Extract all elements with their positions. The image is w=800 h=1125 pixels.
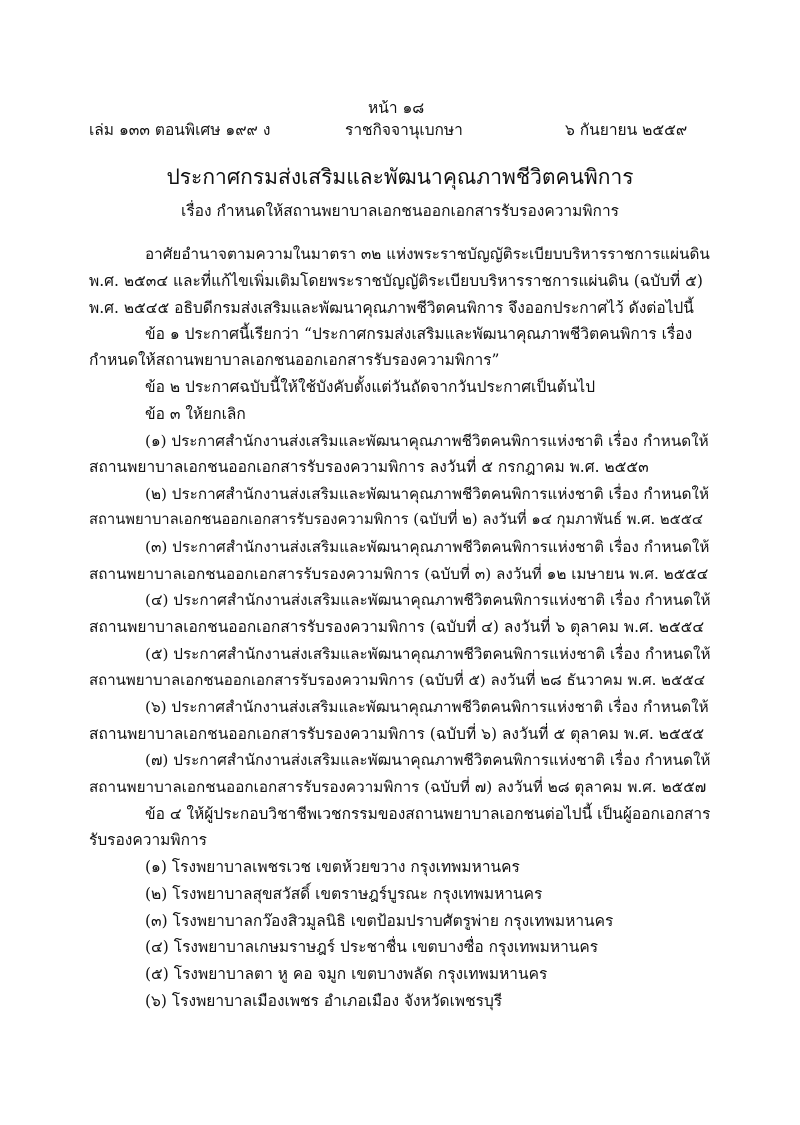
- hospital-item: (๔) โรงพยาบาลเกษมราษฎร์ ประชาชื่น เขตบางซื่อ กรุงเทพมหานคร: [145, 938, 599, 956]
- repealed-item-line: สถานพยาบาลเอกชนออกเอกสารรับรองความพิการ (ฉบับที่ ๖) ลงวันที่ ๕ ตุลาคม พ.ศ. ๒๕๕๕: [89, 725, 705, 743]
- repealed-item-line: (๒) ประกาศสำนักงานส่งเสริมและพัฒนาคุณภาพชีวิตคนพิการแห่งชาติ เรื่อง กำหนดให้: [145, 485, 710, 503]
- repealed-item-line: สถานพยาบาลเอกชนออกเอกสารรับรองความพิการ (ฉบับที่ ๓) ลงวันที่ ๑๒ เมษายน พ.ศ. ๒๕๕๔: [89, 565, 709, 583]
- hospital-item: (๒) โรงพยาบาลสุขสวัสดิ์ เขตราษฎร์บูรณะ กรุงเทพมหานคร: [145, 885, 543, 903]
- repealed-item-line: (๓) ประกาศสำนักงานส่งเสริมและพัฒนาคุณภาพชีวิตคนพิการแห่งชาติ เรื่อง กำหนดให้: [145, 538, 710, 556]
- announcement-title: ประกาศกรมส่งเสริมและพัฒนาคุณภาพชีวิตคนพิการ: [166, 165, 634, 189]
- repealed-item-line: สถานพยาบาลเอกชนออกเอกสารรับรองความพิการ ลงวันที่ ๕ กรกฎาคม พ.ศ. ๒๕๕๓: [89, 458, 649, 476]
- hospital-item: (๓) โรงพยาบาลกว๊องสิวมูลนิธิ เขตป้อมปราบศัตรูพ่าย กรุงเทพมหานคร: [145, 912, 614, 930]
- repealed-item-line: สถานพยาบาลเอกชนออกเอกสารรับรองความพิการ (ฉบับที่ ๗) ลงวันที่ ๒๘ ตุลาคม พ.ศ. ๒๕๕๗: [89, 778, 707, 796]
- clause-1-line: ข้อ ๑ ประกาศนี้เรียกว่า “ประกาศกรมส่งเสริมและพัฒนาคุณภาพชีวิตคนพิการ เรื่อง: [145, 325, 693, 343]
- repealed-item-line: (๗) ประกาศสำนักงานส่งเสริมและพัฒนาคุณภาพชีวิตคนพิการแห่งชาติ เรื่อง กำหนดให้: [145, 751, 711, 769]
- preamble-line: พ.ศ. ๒๕๔๕ อธิบดีกรมส่งเสริมและพัฒนาคุณภาพชีวิตคนพิการ จึงออกประกาศไว้ ดังต่อไปนี้: [89, 299, 694, 317]
- preamble-line: พ.ศ. ๒๕๓๔ และที่แก้ไขเพิ่มเติมโดยพระราชบัญญัติระเบียบบริหารราชการแผ่นดิน (ฉบับที่ ๕): [89, 272, 703, 290]
- publication-date: ๖ กันยายน ๒๕๕๙: [565, 121, 688, 139]
- clause-1-line: กำหนดให้สถานพยาบาลเอกชนออกเอกสารรับรองความพิการ”: [89, 351, 500, 369]
- repealed-item-line: (๔) ประกาศสำนักงานส่งเสริมและพัฒนาคุณภาพชีวิตคนพิการแห่งชาติ เรื่อง กำหนดให้: [145, 591, 711, 609]
- hospital-item: (๕) โรงพยาบาลตา หู คอ จมูก เขตบางพลัด กรุงเทพมหานคร: [145, 965, 548, 983]
- clause-4-line: ข้อ ๔ ให้ผู้ประกอบวิชาชีพเวชกรรมของสถานพยาบาลเอกชนต่อไปนี้ เป็นผู้ออกเอกสาร: [145, 805, 711, 823]
- clause-3: ข้อ ๓ ให้ยกเลิก: [145, 405, 246, 423]
- page-number: หน้า ๑๘: [368, 99, 425, 117]
- hospital-item: (๑) โรงพยาบาลเพชรเวช เขตห้วยขวาง กรุงเทพมหานคร: [145, 858, 520, 876]
- volume-issue: เล่ม ๑๓๓ ตอนพิเศษ ๑๙๙ ง: [89, 121, 271, 139]
- clause-4-line: รับรองความพิการ: [89, 831, 207, 849]
- preamble-line: อาศัยอำนาจตามความในมาตรา ๓๒ แห่งพระราชบัญญัติระเบียบบริหารราชการแผ่นดิน: [145, 245, 710, 263]
- repealed-item-line: สถานพยาบาลเอกชนออกเอกสารรับรองความพิการ (ฉบับที่ ๕) ลงวันที่ ๒๘ ธันวาคม พ.ศ. ๒๕๕๔: [89, 671, 706, 689]
- repealed-item-line: สถานพยาบาลเอกชนออกเอกสารรับรองความพิการ (ฉบับที่ ๔) ลงวันที่ ๖ ตุลาคม พ.ศ. ๒๕๕๔: [89, 618, 705, 636]
- announcement-subject: เรื่อง กำหนดให้สถานพยาบาลเอกชนออกเอกสารรับรองความพิการ: [181, 202, 619, 220]
- repealed-item-line: (๕) ประกาศสำนักงานส่งเสริมและพัฒนาคุณภาพชีวิตคนพิการแห่งชาติ เรื่อง กำหนดให้: [145, 645, 711, 663]
- repealed-item-line: (๑) ประกาศสำนักงานส่งเสริมและพัฒนาคุณภาพชีวิตคนพิการแห่งชาติ เรื่อง กำหนดให้: [145, 432, 709, 450]
- repealed-item-line: (๖) ประกาศสำนักงานส่งเสริมและพัฒนาคุณภาพชีวิตคนพิการแห่งชาติ เรื่อง กำหนดให้: [145, 698, 709, 716]
- hospital-item: (๖) โรงพยาบาลเมืองเพชร อำเภอเมือง จังหวัดเพชรบุรี: [145, 992, 503, 1010]
- repealed-item-line: สถานพยาบาลเอกชนออกเอกสารรับรองความพิการ (ฉบับที่ ๒) ลงวันที่ ๑๔ กุมภาพันธ์ พ.ศ. ๒๕๕๔: [89, 511, 704, 528]
- gazette-name: ราชกิจจานุเบกษา: [345, 121, 463, 139]
- clause-2: ข้อ ๒ ประกาศฉบับนี้ให้ใช้บังคับตั้งแต่วันถัดจากวันประกาศเป็นต้นไป: [145, 378, 596, 396]
